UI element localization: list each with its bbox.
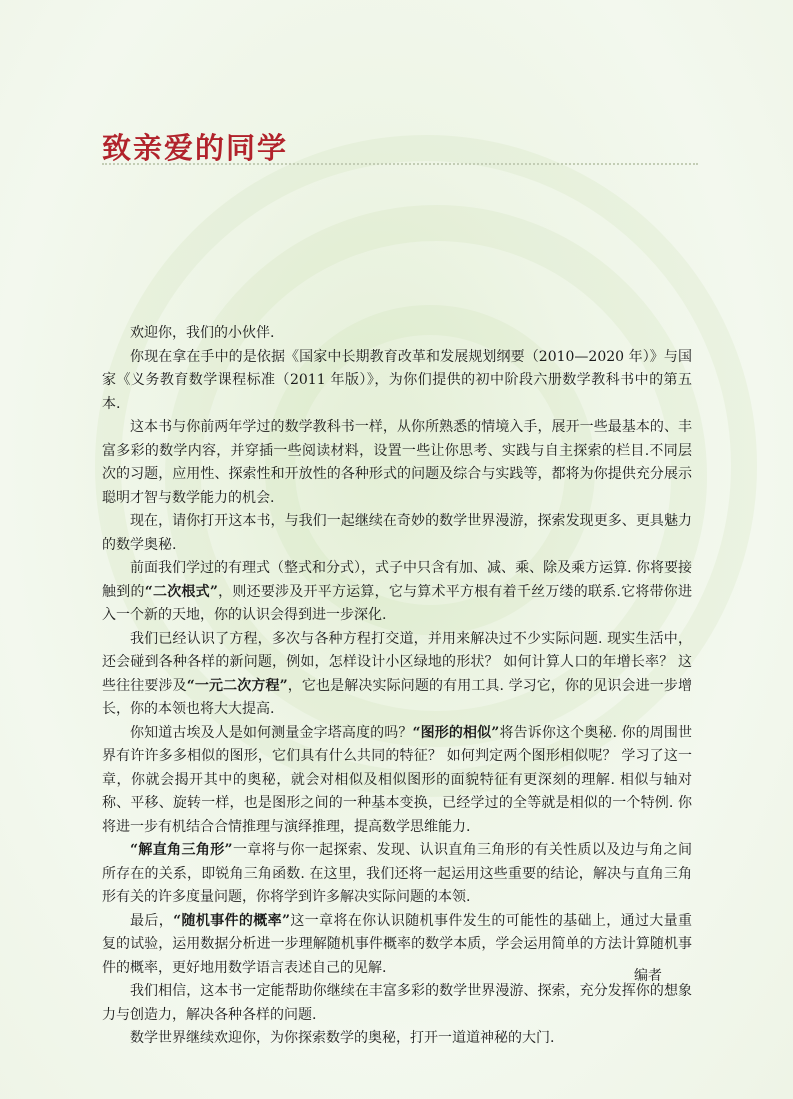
chapter-name: “图形的相似” <box>412 724 500 741</box>
paragraph-text: 前面我们学过的有理式（整式和分式），式子中只含有加、减、乘、除及乘方运算. 你将要接触到的 <box>102 560 692 600</box>
chapter-name: “一元二次方程” <box>186 677 288 694</box>
page-title: 致亲爱的同学 <box>102 131 289 165</box>
paragraph-text: ，它也是解决实际问题的有用工具. 学习它，你的见识会进一步增长，你的本领也将大大提高. <box>102 677 692 717</box>
paragraph-text: 这本书与你前两年学过的数学教科书一样，从你所熟悉的情境入手，展开一些最基本的、丰富多彩的数学内容，并穿插一些阅读材料，设置一些让你思考、实践与自主探索的栏目.不同层次的习题，应用性、探索性和开放性的各种形式的问题及综合与实践等，都将为你提供充分展示聪明才智与数学能力的机会. <box>102 419 692 506</box>
signature: 编者 <box>634 968 662 984</box>
paragraph <box>102 839 692 910</box>
paragraph-text: 最后， <box>130 912 174 929</box>
paragraph <box>102 346 692 417</box>
chapter-name: “解直角三角形” <box>130 842 233 858</box>
paragraph <box>102 980 692 1027</box>
chapter-name: “随机事件的概率” <box>173 912 291 929</box>
paragraph-text: 欢迎你，我们的小伙伴. <box>130 325 275 341</box>
paragraph-text: 现在，请你打开这本书，与我们一起继续在奇妙的数学世界漫游，探索发现更多、更具魅力的数学奥秘. <box>102 513 692 553</box>
paragraph-text: 你知道古埃及人是如何测量金字塔高度的吗？ <box>130 724 413 741</box>
paragraph-text: 数学世界继续欢迎你，为你探索数学的奥秘，打开一道道神秘的大门. <box>130 1030 555 1046</box>
paragraph <box>102 628 692 722</box>
paragraph-text: 我们已经认识了方程，多次与各种方程打交道，并用来解决过不少实际问题. 现实生活中，还会碰到各种各样的新问题，例如，怎样设计小区绿地的形状？ 如何计算人口的年增长率？ 这些往往要涉及 <box>102 630 692 694</box>
chapter-name: “二次根式” <box>144 583 218 600</box>
paragraph <box>102 322 692 346</box>
paragraph <box>102 510 692 557</box>
letter-body <box>102 322 692 1051</box>
paragraph-text: 这一章将在你认识随机事件发生的可能性的基础上，通过大量重复的试验，运用数据分析进一步理解随机事件概率的数学本质，学会运用简单的方法计算随机事件的概率，更好地用数学语言表述自己的见解. <box>102 912 693 976</box>
paragraph-text: 你现在拿在手中的是依据《国家中长期教育改革和发展规划纲要（2010—2020 年）》与国家《义务教育数学课程标准（2011 年版）》，为你们提供的初中阶段六册数学教科书中的第五本. <box>102 348 692 412</box>
paragraph-text: 将告诉你这个奥秘. 你的周围世界有许许多多相似的图形，它们具有什么共同的特征？ 如何判定两个图形相似呢？ 学习了这一章，你就会揭开其中的奥秘，就会对相似及相似图形的面貌特征有更深刻的理解. 相似与轴对称、平移、旋转一样，也是图形之间的一种基本变换，已经学过的全等就是相似的一个特例. 你将进一步有机结合合情推理与演绎推理，提高数学思维能力. <box>102 724 693 835</box>
paragraph <box>102 557 692 628</box>
paragraph <box>102 910 692 981</box>
paragraph <box>102 722 692 840</box>
paragraph-text: 一章将与你一起探索、发现、认识直角三角形的有关性质以及边与角之间所存在的关系，即锐角三角函数. 在这里，我们还将一起运用这些重要的结论，解决与直角三角形有关的许多度量问题，你将学到许多解决实际问题的本领. <box>102 842 693 905</box>
paragraph <box>102 416 692 510</box>
paragraph <box>102 1027 692 1051</box>
title-divider <box>102 163 698 165</box>
paragraph-text: 我们相信，这本书一定能帮助你继续在丰富多彩的数学世界漫游、探索，充分发挥你的想象力与创造力，解决各种各样的问题. <box>102 983 692 1023</box>
paragraph-text: ，则还要涉及开平方运算，它与算术平方根有着千丝万缕的联系.它将带你进入一个新的天地，你的认识会得到进一步深化. <box>102 583 693 623</box>
